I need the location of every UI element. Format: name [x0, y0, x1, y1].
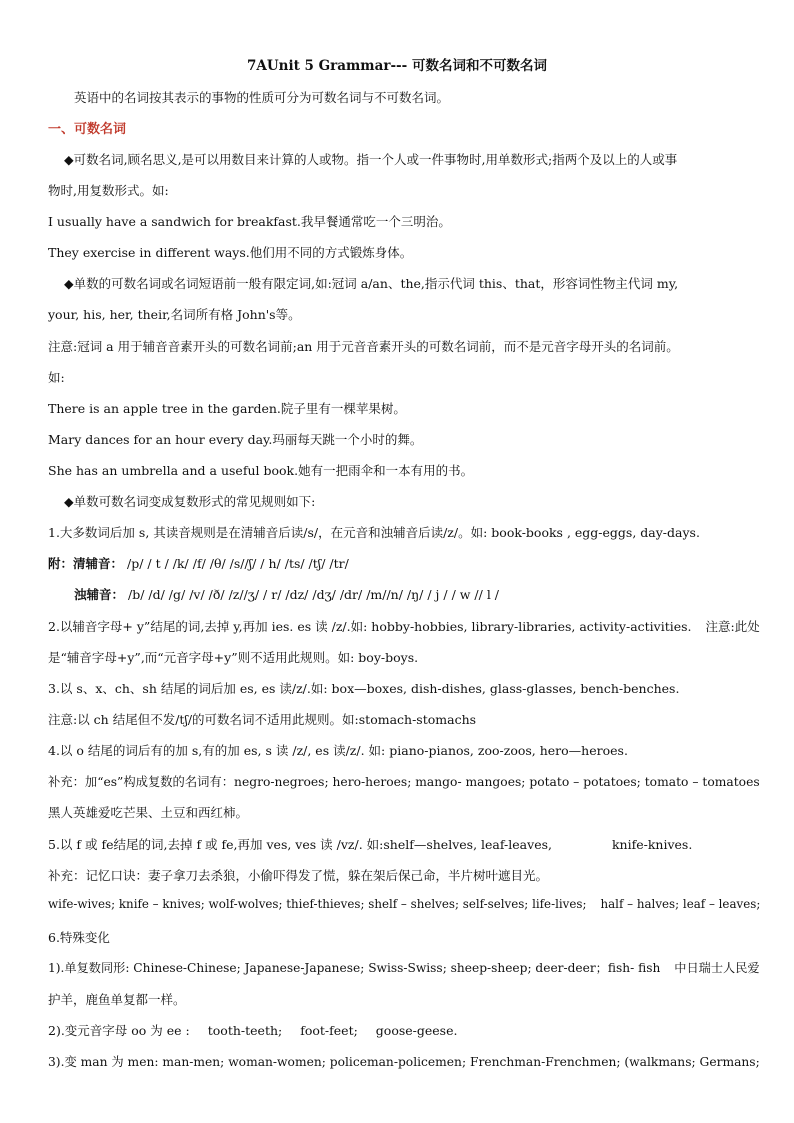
note-articles: 注意:冠词 a 用于辅音音素开头的可数名词前;an 用于元音音素开头的可数名词前，而不是元音字母开头的名词前。	[48, 339, 679, 354]
example-sentence: They exercise in different ways.他们用不同的方式锻炼身体。	[48, 245, 413, 260]
rule-5-text: 5.以 f 或 fe结尾的词,去掉 f 或 fe,再加 ves, ves 读 /vz/. 如:shelf—shelves, leaf-leaves,	[48, 837, 552, 852]
rule-5	[48, 835, 692, 853]
paragraph-definition-cont: 物时,用复数形式。如:	[48, 183, 169, 198]
supplement-es: 补充：加“es”构成复数的名词有：negro-negroes; hero-heroes; mango- mangoes; potato – potatoes; tomato – tomatoes	[48, 775, 760, 789]
supplement-ves-text: wife-wives; knife – knives; wolf-wolves; thief-thieves; shelf – shelves; self-selves; life-lives;	[48, 897, 587, 911]
rule-6-2	[48, 1021, 457, 1039]
voiceless-consonants	[48, 554, 349, 572]
voiced-list: /b/ /d/ /g/ /v/ /ð/ /z//ʒ/ / r/ /dz/ /dʒ/ /dr/ /m//n/ /ŋ/ / j / / w // l /	[128, 587, 500, 602]
rule-4: 4.以 o 结尾的词后有的加 s,有的加 es, s 读 /z/, es 读/z/. 如: piano-pianos, zoo-zoos, hero—heroes.	[48, 743, 628, 758]
paragraph-plural-rules: ◆单数可数名词变成复数形式的常见规则如下:	[64, 494, 316, 509]
rule-2	[48, 617, 760, 635]
note-rule-3: 注意:以 ch 结尾但不发/tʃ/的可数名词不适用此规则。如:stomach-stomachs	[48, 712, 477, 727]
note-articles-cont: 如:	[48, 370, 65, 385]
paragraph-definition: ◆可数名词,顾名思义,是可以用数目来计算的人或物。指一个人或一件事物时,用单数形式;指两个及以上的人或事	[64, 152, 678, 167]
example-sentence: There is an apple tree in the garden.院子里有一棵苹果树。	[48, 401, 406, 416]
example-sentence: I usually have a sandwich for breakfast.我早餐通常吃一个三明治。	[48, 214, 451, 229]
rule-6: 6.特殊变化	[48, 930, 110, 945]
voiced-label: 浊辅音：	[74, 587, 125, 602]
paragraph-determiners: ◆单数的可数名词或名词短语前一般有限定词,如:冠词 a/an、the,指示代词 this、that，形容词性物主代词 my,	[64, 276, 679, 291]
supplement-ves-list	[48, 897, 760, 911]
page-title: 7AUnit 5 Grammar--- 可数名词和不可数名词	[247, 58, 547, 74]
rule-6-2-item: goose-geese.	[375, 1023, 458, 1038]
rule-3: 3.以 s、x、ch、sh 结尾的词后加 es, es 读/z/.如: box—boxes, dish-dishes, glass-glasses, bench-benches.	[48, 681, 680, 696]
example-sentence: She has an umbrella and a useful book.她有一把雨伞和一本有用的书。	[48, 463, 474, 478]
rule-6-1-text: 1).单复数同形: Chinese-Chinese; Japanese-Japanese; Swiss-Swiss; sheep-sheep; deer-deer；fish- fish	[48, 961, 661, 975]
supplement-es-mnemonic: 黑人英雄爱吃芒果、土豆和西红柿。	[48, 805, 249, 820]
rule-6-2-text: 2).变元音字母 oo 为 ee :	[48, 1023, 190, 1038]
rule-6-1-tail: 中日瑞士人民爱	[674, 961, 760, 975]
paragraph-determiners-cont: your, his, her, their,名词所有格 John's等。	[48, 307, 301, 322]
rule-6-1-cont: 护羊，鹿鱼单复都一样。	[48, 992, 186, 1007]
rule-6-2-item: tooth-teeth;	[207, 1023, 283, 1038]
voiceless-list: /p/ / t / /k/ /f/ /θ/ /s//ʃ/ / h/ /ts/ /tʃ/ /tr/	[127, 556, 349, 571]
rule-6-3: 3).变 man 为 men: man-men; woman-women; policeman-policemen; Frenchman-Frenchmen; (walkmans; Germans;	[48, 1055, 760, 1069]
voiced-consonants	[74, 585, 499, 603]
rule-2-text: 2.以辅音字母+ y”结尾的词,去掉 y,再加 ies. es 读 /z/.如: hobby-hobbies, library-libraries, activity-activities.	[48, 619, 692, 634]
intro-paragraph: 英语中的名词按其表示的事物的性质可分为可数名词与不可数名词。	[74, 90, 450, 105]
supplement-mnemonic: 补充：记忆口诀：妻子拿刀去杀狼，小偷吓得发了慌，躲在架后保己命，半片树叶遮目光。	[48, 868, 549, 883]
rule-1: 1.大多数词后加 s, 其读音规则是在清辅音后读/s/，在元音和浊辅音后读/z/。如: book-books , egg-eggs, day-days.	[48, 525, 700, 540]
rule-6-2-item: foot-feet;	[300, 1023, 358, 1038]
supplement-ves-tail: half – halves; leaf – leaves;	[600, 897, 761, 911]
rule-2-cont: 是“辅音字母+y”,而“元音字母+y”则不适用此规则。如: boy-boys.	[48, 650, 419, 665]
rule-6-1	[48, 959, 760, 976]
rule-2-note: 注意:此处	[705, 619, 760, 634]
rule-5-tail: knife-knives.	[611, 837, 693, 852]
section-heading-countable: 一、可数名词	[48, 122, 127, 137]
example-sentence: Mary dances for an hour every day.玛丽每天跳一个小时的舞。	[48, 432, 423, 447]
voiceless-label: 附：清辅音：	[48, 556, 124, 571]
